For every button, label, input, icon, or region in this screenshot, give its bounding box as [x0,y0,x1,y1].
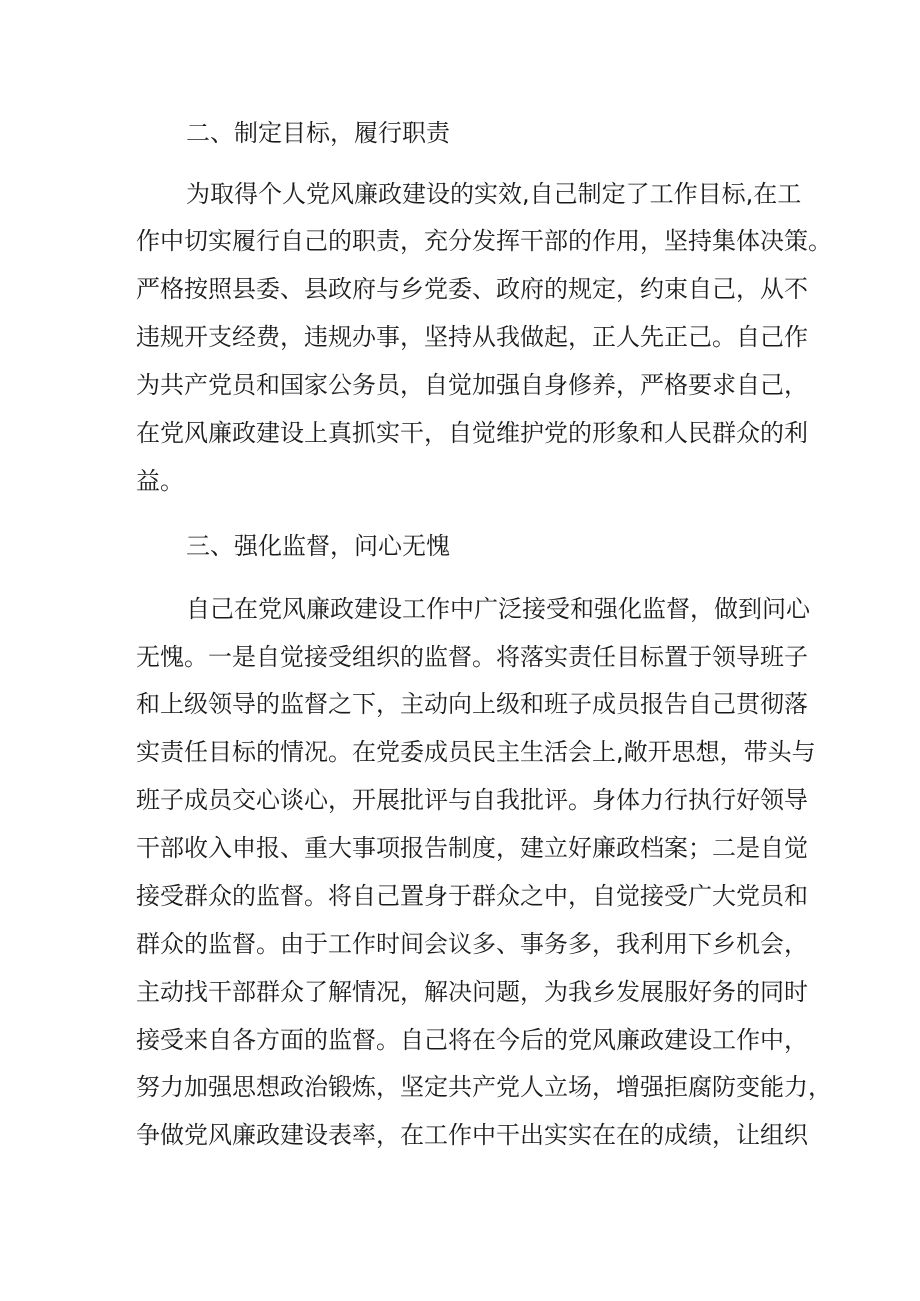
paragraph-line: 干部收入申报、重大事项报告制度，建立好廉政档案；二是自觉 [136,834,808,862]
paragraph-line: 作中切实履行自己的职责，充分发挥干部的作用，坚持集体决策。 [136,227,832,255]
paragraph-line: 严格按照县委、县政府与乡党委、政府的规定，约束自己，从不 [136,275,808,303]
paragraph-line: 群众的监督。由于工作时间会议多、事务多，我利用下乡机会， [136,930,808,958]
paragraph-line: 实责任目标的情况。在党委成员民主生活会上,敞开思想，带头与 [136,738,816,766]
section-heading-2: 二、制定目标，履行职责 [186,119,450,147]
paragraph-line: 为取得个人党风廉政建设的实效,自己制定了工作目标,在工 [186,180,802,208]
paragraph-line: 为共产党员和国家公务员，自觉加强自身修养，严格要求自己， [136,371,808,399]
paragraph-line: 和上级领导的监督之下，主动向上级和班子成员报告自己贯彻落 [136,690,808,718]
paragraph-line: 接受来自各方面的监督。自己将在今后的党风廉政建设工作中， [136,1026,808,1054]
paragraph-line: 努力加强思想政治锻炼，坚定共产党人立场，增强拒腐防变能力， [136,1073,832,1101]
paragraph-line: 无愧。一是自觉接受组织的监督。将落实责任目标置于领导班子 [136,643,808,671]
paragraph-line: 接受群众的监督。将自己置身于群众之中，自觉接受广大党员和 [136,882,808,910]
paragraph-line: 争做党风廉政建设表率，在工作中干出实实在在的成绩，让组织 [136,1121,808,1149]
paragraph-line: 在党风廉政建设上真抓实干，自觉维护党的形象和人民群众的利 [136,419,808,447]
section-heading-3: 三、强化监督，问心无愧 [186,532,450,560]
paragraph-line: 主动找干部群众了解情况，解决问题，为我乡发展服好务的同时 [136,978,808,1006]
paragraph-line: 益。 [136,467,184,495]
paragraph-line: 自己在党风廉政建设工作中广泛接受和强化监督，做到问心 [186,595,810,623]
paragraph-line: 班子成员交心谈心，开展批评与自我批评。身体力行执行好领导 [136,786,808,814]
paragraph-line: 违规开支经费，违规办事，坚持从我做起，正人先正己。自己作 [136,323,808,351]
